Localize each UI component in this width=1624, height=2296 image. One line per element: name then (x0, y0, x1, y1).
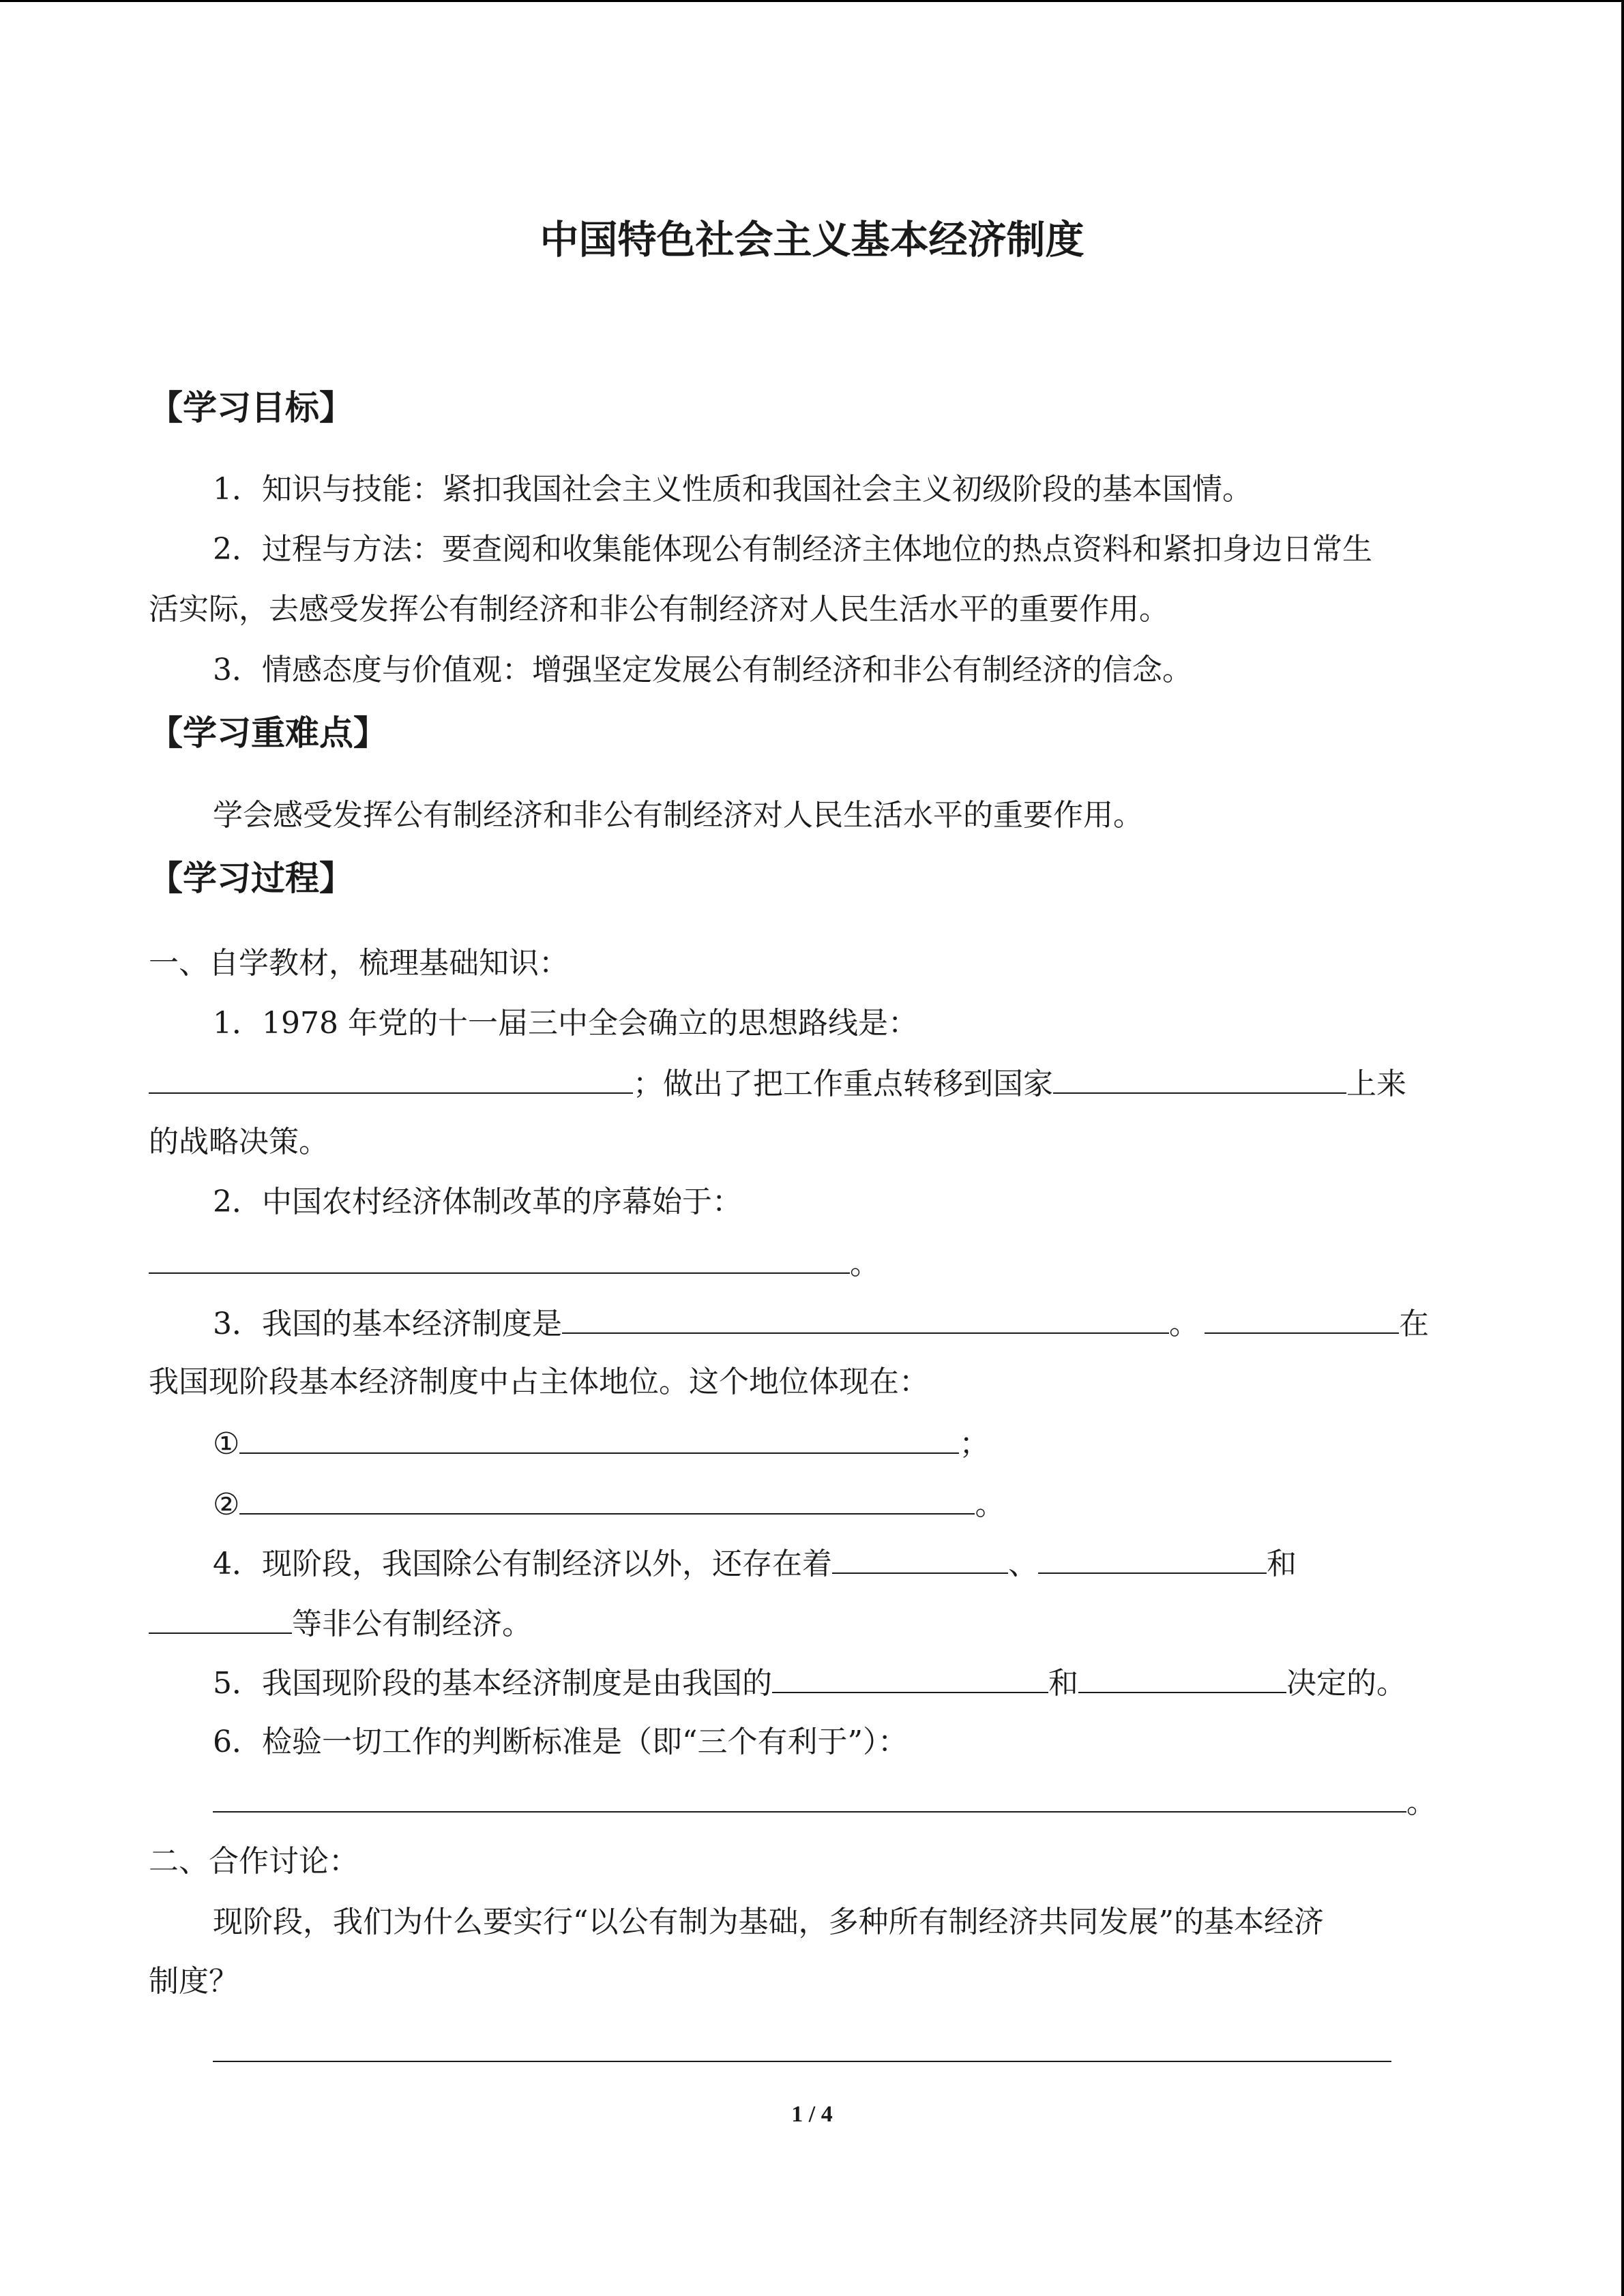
part2-title: 二、合作讨论： (149, 1844, 359, 1879)
answer-blank[interactable] (1205, 1302, 1399, 1334)
answer-blank[interactable] (149, 1242, 850, 1274)
discussion-question: 现阶段，我们为什么要实行“以公有制为基础，多种所有制经济共同发展”的基本经济 (213, 1905, 1324, 1939)
answer-blank[interactable] (213, 2061, 1391, 2062)
question-3-period: 。 (1169, 1307, 1199, 1341)
circled-number-2: ② (213, 1487, 240, 1522)
page-right-border (1621, 0, 1624, 2296)
document-title: 中国特色社会主义基本经济制度 (540, 218, 1084, 263)
question-1-text-end: 上来 (1346, 1067, 1406, 1101)
question-5-fill-line (213, 1662, 1406, 1704)
question-4-separator: 、 (1008, 1547, 1038, 1581)
question-3-item-1-end: ； (959, 1427, 990, 1461)
answer-blank[interactable] (149, 1062, 633, 1094)
question-6-end: 。 (1406, 1785, 1436, 1820)
question-3-item-2 (213, 1483, 1005, 1525)
question-1-prompt: 1．1978 年党的十一届三中全会确立的思想路线是： (213, 1006, 918, 1041)
answer-blank[interactable] (149, 1602, 292, 1634)
question-5-end: 决定的。 (1286, 1666, 1406, 1701)
question-4-tail: 等非公有制经济。 (292, 1607, 532, 1641)
objective-item-1: 1．知识与技能：紧扣我国社会主义性质和我国社会主义初级阶段的基本国情。 (213, 472, 1252, 507)
question-3-item-2-end: 。 (975, 1487, 1005, 1522)
question-6-fill-line (213, 1781, 1436, 1823)
answer-blank[interactable] (772, 1662, 1048, 1693)
question-1-cont: 的战略决策。 (149, 1124, 329, 1159)
answer-blank[interactable] (1038, 1542, 1267, 1574)
question-6-prompt: 6．检验一切工作的判断标准是（即“三个有利于”）： (213, 1725, 908, 1759)
circled-number-1: ① (213, 1427, 240, 1461)
objective-item-2-cont: 活实际，去感受发挥公有制经济和非公有制经济对人民生活水平的重要作用。 (149, 592, 1169, 627)
page-top-border (0, 0, 1624, 2)
page-number: 1 / 4 (791, 2102, 833, 2127)
question-3-item-1 (213, 1422, 989, 1465)
key-points-text: 学会感受发挥公有制经济和非公有制经济对人民生活水平的重要作用。 (213, 798, 1143, 833)
question-5-prompt: 5．我国现阶段的基本经济制度是由我国的 (213, 1666, 772, 1701)
objective-item-2: 2．过程与方法：要查阅和收集能体现公有制经济主体地位的热点资料和紧扣身边日常生 (213, 532, 1372, 567)
objective-item-3: 3．情感态度与价值观：增强坚定发展公有制经济和非公有制经济的信念。 (213, 653, 1192, 687)
section-heading-objectives: 【学习目标】 (149, 388, 353, 428)
answer-blank[interactable] (1053, 1062, 1346, 1094)
question-4-and: 和 (1267, 1547, 1297, 1581)
question-3-prompt: 3．我国的基本经济制度是 (213, 1307, 562, 1341)
discussion-question-cont: 制度？ (149, 1964, 239, 1999)
answer-blank[interactable] (239, 1422, 959, 1454)
answer-blank[interactable] (213, 1781, 1406, 1813)
answer-blank[interactable] (562, 1302, 1169, 1334)
question-3-cont: 我国现阶段基本经济制度中占主体地位。这个地位体现在： (149, 1365, 929, 1399)
question-1-text-mid: ；做出了把工作重点转移到国家 (633, 1067, 1053, 1101)
section-heading-key-points: 【学习重难点】 (149, 713, 387, 753)
section-heading-process: 【学习过程】 (149, 859, 353, 898)
question-3-tail: 在 (1399, 1307, 1429, 1341)
question-2-end: 。 (850, 1247, 880, 1281)
answer-blank[interactable] (1078, 1662, 1286, 1693)
question-1-fill-line (149, 1062, 1406, 1105)
question-2-prompt: 2．中国农村经济体制改革的序幕始于： (213, 1184, 742, 1219)
question-3-fill-line (213, 1302, 1429, 1345)
question-4-prompt: 4．现阶段，我国除公有制经济以外，还存在着 (213, 1547, 832, 1581)
question-2-fill-line (149, 1242, 880, 1285)
question-4-fill-line (213, 1542, 1297, 1585)
answer-blank[interactable] (832, 1542, 1008, 1574)
part1-title: 一、自学教材，梳理基础知识： (149, 946, 569, 981)
question-5-and: 和 (1048, 1666, 1078, 1701)
answer-blank[interactable] (239, 1483, 975, 1515)
question-4-cont (149, 1602, 532, 1645)
